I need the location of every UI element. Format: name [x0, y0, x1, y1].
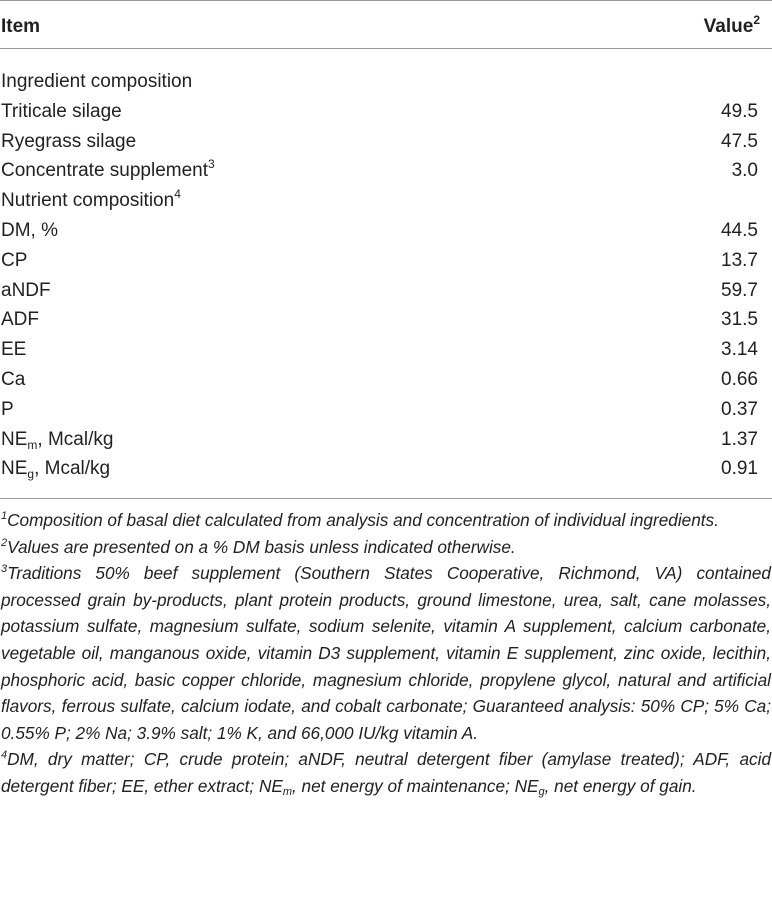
table-row [0, 156, 772, 186]
row-value: 0.91 [721, 458, 758, 480]
header-value [703, 13, 760, 38]
row-label: EE [1, 339, 27, 361]
row-label: DM, % [1, 219, 58, 241]
row-value: 13.7 [721, 249, 758, 271]
header-item: Item [1, 16, 41, 37]
row-label: Ca [1, 368, 26, 390]
row-value: 49.5 [721, 100, 758, 122]
footnote-mark: 3 [1, 563, 8, 576]
table-row [0, 127, 772, 157]
table-row [0, 97, 772, 127]
row-label-sub: g [27, 467, 35, 482]
footnote-text: Values are presented on a % DM basis unless indicated otherwise. [7, 536, 516, 557]
row-value: 47.5 [721, 130, 758, 152]
row-label-post: , Mcal/kg [37, 428, 114, 450]
row-label: Ingredient composition [1, 71, 193, 92]
row-value: 3.0 [731, 160, 758, 182]
row-label: P [1, 398, 14, 420]
footnote-sub-m: m [282, 785, 292, 798]
row-label: ADF [1, 309, 39, 331]
row-label-sup: 3 [208, 157, 215, 172]
row-label-pre: NE [1, 458, 28, 480]
footnote-text-c: , net energy of gain. [544, 775, 697, 796]
footnote-mark: 2 [1, 536, 8, 549]
table-row [0, 425, 772, 455]
row-label-post: , Mcal/kg [34, 458, 111, 480]
footnote-2 [1, 534, 771, 561]
table-row [0, 186, 772, 216]
row-label: CP [1, 249, 28, 271]
row-label-pre: NE [1, 428, 28, 450]
footnote-3 [1, 560, 771, 746]
header-rule [0, 48, 772, 49]
row-label-sub: m [27, 437, 38, 452]
table-body [0, 67, 772, 484]
table-header [0, 14, 772, 40]
row-value: 3.14 [721, 339, 758, 361]
top-rule [0, 0, 772, 1]
row-label: Triticale silage [1, 100, 122, 122]
table-row [0, 216, 772, 246]
footnote-text-a: DM, dry matter; CP, crude protein; aNDF, neutral detergent fiber (amylase treated); ADF, acid detergent fiber; EE, ether extract; NE [1, 749, 771, 796]
footnote-mark: 1 [1, 510, 8, 522]
row-label: Concentrate supplement [1, 160, 209, 182]
table-row [0, 454, 772, 484]
row-value: 0.66 [721, 368, 758, 390]
table-row [0, 305, 772, 335]
row-label-wrap [1, 425, 113, 455]
footnote-text: Composition of basal diet calculated from analysis and concentration of individual ingredients. [7, 510, 719, 530]
bottom-rule [0, 498, 772, 499]
footnotes [1, 507, 771, 800]
footnote-mark: 4 [1, 749, 8, 762]
row-value: 31.5 [721, 309, 758, 331]
row-label-wrap [1, 186, 181, 216]
row-value: 59.7 [721, 279, 758, 301]
table-row [0, 365, 772, 395]
table-row [0, 246, 772, 276]
row-value: 1.37 [721, 428, 758, 450]
table-row [0, 335, 772, 365]
row-label: aNDF [1, 279, 51, 301]
header-value-sup: 2 [753, 13, 760, 27]
footnote-text: Traditions 50% beef supplement (Southern States Cooperative, Richmond, VA) contained processed grain by-products, plant protein products, ground limestone, urea, salt, cane molasses, potassium sulfate, magnesium sulfate, sodium selenite, vitamin A supplement, calcium carbonate, vegetable oil, manganous oxide, vitamin D3 supplement, vitamin E supplement, zinc oxide, lecithin, phosphoric acid, basic copper chloride, magnesium chloride, propylene glycol, natural and artificial flavors, ferrous sulfate, calcium iodate, and cobalt carbonate; Guaranteed analysis: 50% CP; 5% Ca; 0.55% P; 2% Na; 3.9% salt; 1% K, and 66,000 IU/kg vitamin A. [1, 563, 771, 743]
row-value: 0.37 [721, 398, 758, 420]
table-row [0, 395, 772, 425]
row-label-wrap [1, 156, 215, 186]
footnote-1 [1, 507, 771, 534]
row-label: Nutrient composition [1, 190, 175, 212]
table-row [0, 276, 772, 306]
table-row [0, 67, 772, 97]
row-label-sup: 4 [174, 187, 181, 202]
footnote-sub-g: g [538, 785, 545, 798]
row-value: 44.5 [721, 219, 758, 241]
row-label: Ryegrass silage [1, 130, 137, 152]
footnote-4 [1, 746, 771, 799]
footnote-text-b: , net energy of maintenance; NE [292, 775, 539, 796]
header-value-text: Value [703, 16, 754, 37]
row-label-wrap [1, 454, 110, 484]
